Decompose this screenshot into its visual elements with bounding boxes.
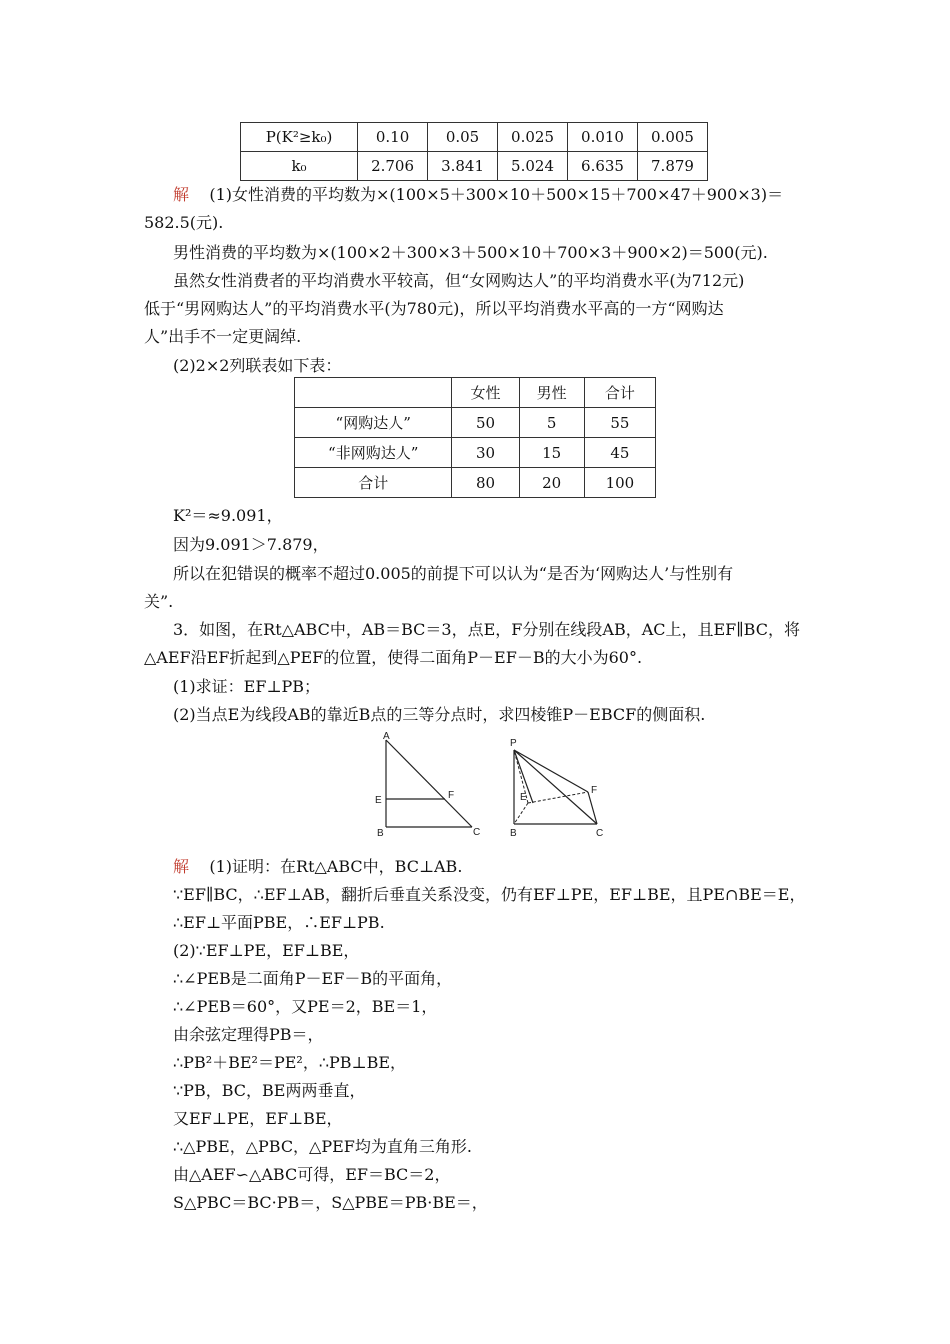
table-cell: “非网购达人”: [295, 438, 452, 468]
solution-label: 解: [173, 185, 190, 204]
triangle-abc-figure: [386, 740, 472, 827]
solution-line: 人”出手不一定更阔绰.: [144, 327, 302, 346]
label-f: F: [448, 790, 455, 801]
solution-line: K²＝≈9.091，: [173, 506, 283, 525]
table-cell: k₀: [241, 152, 358, 181]
critical-value-table: [240, 122, 708, 181]
problem-line: △AEF沿EF折起到△PEF的位置，使得二面角P－EF－B的大小为60°.: [144, 648, 643, 667]
table-cell: “网购达人”: [295, 408, 452, 438]
table-cell: 5.024: [498, 152, 568, 181]
table-cell: 15: [519, 438, 584, 468]
solution-line: 由余弦定理得PB＝，: [173, 1025, 324, 1044]
solution-line: 由△AEF∽△ABC可得，EF＝BC＝2，: [173, 1165, 451, 1184]
problem-line: 3．如图，在Rt△ABC中，AB＝BC＝3，点E，F分别在线段AB，AC上，且EF∥BC，将: [173, 620, 800, 639]
geometry-figure: [368, 728, 618, 844]
solution-line: 关”.: [144, 592, 174, 611]
solution-text: (1)证明：在Rt△ABC中，BC⊥AB.: [209, 857, 463, 876]
table-row: [295, 378, 656, 408]
label-f: F: [591, 785, 598, 796]
problem-line: (1)求证：EF⊥PB；: [173, 677, 321, 696]
table-row: [241, 123, 708, 152]
solution-line: ∴∠PEB是二面角P－EF－B的平面角，: [173, 969, 453, 988]
table-cell: 50: [452, 408, 519, 438]
pyramid-figure: [514, 750, 597, 824]
solution-line: ∴∠PEB＝60°，又PE＝2，BE＝1，: [173, 997, 438, 1016]
table-cell: 2.706: [358, 152, 428, 181]
table-cell: 合计: [584, 378, 655, 408]
solution-line: ∵PB，BC，BE两两垂直，: [173, 1081, 366, 1100]
solution-line: S△PBC＝BC·PB＝，S△PBE＝PB·BE＝，: [173, 1193, 488, 1212]
table-cell: 男性: [519, 378, 584, 408]
solution-line: ∴EF⊥平面PBE，∴EF⊥PB.: [173, 913, 385, 932]
table-row: [241, 152, 708, 181]
table-cell: 0.005: [638, 123, 708, 152]
table-row: [295, 438, 656, 468]
label-e: E: [520, 792, 527, 803]
solution-line: ∴△PBE，△PBC，△PEF均为直角三角形.: [173, 1137, 472, 1156]
table-cell: 合计: [295, 468, 452, 498]
solution-line: 因为9.091＞7.879，: [173, 535, 329, 554]
table-cell: 100: [584, 468, 655, 498]
solution-line: 又EF⊥PE，EF⊥BE，: [173, 1109, 343, 1128]
solution-line: ∵EF∥BC，∴EF⊥AB，翻折后垂直关系没变，仍有EF⊥PE，EF⊥BE，且PE∩BE＝E，: [173, 885, 806, 904]
table-cell: 0.10: [358, 123, 428, 152]
table-cell: [295, 378, 452, 408]
table-cell: 80: [452, 468, 519, 498]
table-cell: 30: [452, 438, 519, 468]
table-row: [295, 408, 656, 438]
label-e: E: [375, 795, 382, 806]
solution-label: 解: [173, 857, 190, 876]
solution-line: 低于“男网购达人”的平均消费水平(为780元)，所以平均消费水平高的一方“网购达: [144, 299, 724, 318]
table-cell: 20: [519, 468, 584, 498]
solution-text: (1)女性消费的平均数为×(100×5＋300×10＋500×15＋700×47＋900×3)＝: [209, 185, 784, 204]
table-cell: 女性: [452, 378, 519, 408]
table-cell: 6.635: [568, 152, 638, 181]
solution-line: [173, 184, 783, 206]
table-cell: 45: [584, 438, 655, 468]
table-cell: 0.05: [428, 123, 498, 152]
table-cell: P(K²≥k₀): [241, 123, 358, 152]
solution-line: 男性消费的平均数为×(100×2＋300×3＋500×10＋700×3＋900×2)＝500(元).: [173, 243, 768, 262]
contingency-table: [294, 377, 656, 498]
table-cell: 7.879: [638, 152, 708, 181]
table-cell: 0.010: [568, 123, 638, 152]
table-cell: 55: [584, 408, 655, 438]
table-row: [295, 468, 656, 498]
table-cell: 0.025: [498, 123, 568, 152]
solution-line: 所以在犯错误的概率不超过0.005的前提下可以认为“是否为‘网购达人’与性别有: [173, 564, 734, 583]
solution-line: (2)2×2列联表如下表：: [173, 356, 342, 375]
problem-line: (2)当点E为线段AB的靠近B点的三等分点时，求四棱锥P－EBCF的侧面积.: [173, 705, 706, 724]
label-b: B: [510, 828, 517, 839]
solution-line: [173, 856, 462, 878]
label-c: C: [473, 827, 481, 838]
label-b: B: [377, 828, 384, 839]
table-cell: 3.841: [428, 152, 498, 181]
label-c: C: [596, 828, 604, 839]
hidden-edges: [514, 750, 588, 824]
table-cell: 5: [519, 408, 584, 438]
solution-line: 582.5(元).: [144, 213, 224, 232]
solution-line: 虽然女性消费者的平均消费水平较高，但“女网购达人”的平均消费水平(为712元): [173, 271, 745, 290]
label-a: A: [383, 731, 390, 742]
solution-line: ∴PB²＋BE²＝PE²，∴PB⊥BE，: [173, 1053, 407, 1072]
label-p: P: [510, 738, 517, 749]
solution-line: (2)∵EF⊥PE，EF⊥BE，: [173, 941, 360, 960]
